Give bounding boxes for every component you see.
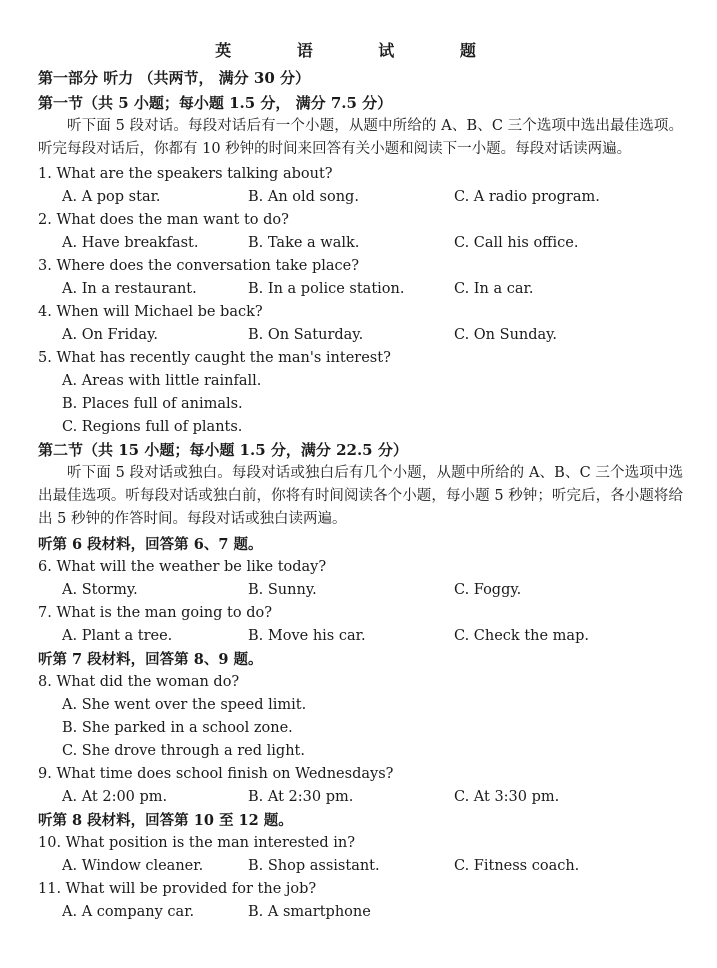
section2-instructions: 听下面 5 段对话或独白。每段对话或独白后有几个小题，从题中所给的 A、B、C 三个选项中选出最佳选项。听每段对话或独白前，你将有时间阅读各个小题，每小题 5 秒钟；听完后，各小题将给出 5 秒钟的作答时间。每段对话或独白读两遍。 [38, 465, 683, 527]
part1-heading: 第一部分 听力 （共两节， 满分 30 分） [38, 69, 310, 87]
option-a: A. In a restaurant. [62, 281, 197, 297]
question-options [38, 232, 683, 255]
question-options [38, 855, 683, 878]
option-b: B. In a police station. [248, 281, 405, 297]
question-options [38, 901, 683, 924]
question-stem: 8. What did the woman do? [38, 674, 240, 690]
question-stem: 3. Where does the conversation take place? [38, 258, 359, 274]
option-a: A. Plant a tree. [62, 628, 173, 644]
material-8-heading: 听第 8 段材料，回答第 10 至 12 题。 [38, 812, 293, 829]
option-a: A. Areas with little rainfall. [62, 373, 262, 389]
exam-title: 英 语 试 题 [215, 41, 506, 60]
option-c: C. Regions full of plants. [62, 419, 243, 435]
option-a: A. Window cleaner. [62, 858, 204, 874]
option-c: C. Check the map. [454, 628, 589, 644]
question-stem: 2. What does the man want to do? [38, 212, 289, 228]
question-options [38, 278, 683, 301]
option-c: C. Foggy. [454, 582, 522, 598]
option-b: B. At 2:30 pm. [248, 789, 354, 805]
option-a: A. Have breakfast. [62, 235, 199, 251]
option-b: B. A smartphone [248, 904, 371, 920]
question-stem: 7. What is the man going to do? [38, 605, 272, 621]
option-b: B. Move his car. [248, 628, 366, 644]
material-7-heading: 听第 7 段材料，回答第 8、9 题。 [38, 651, 263, 668]
question-stem: 4. When will Michael be back? [38, 304, 263, 320]
question-stem: 1. What are the speakers talking about? [38, 166, 333, 182]
question-options [38, 186, 683, 209]
option-c: C. On Sunday. [454, 327, 558, 343]
section1-heading: 第一节（共 5 小题；每小题 1.5 分， 满分 7.5 分） [38, 94, 393, 112]
option-c: C. Call his office. [454, 235, 579, 251]
option-c: C. In a car. [454, 281, 534, 297]
option-b: B. She parked in a school zone. [62, 720, 293, 736]
option-b: B. An old song. [248, 189, 359, 205]
question-stem: 9. What time does school finish on Wednesdays? [38, 766, 394, 782]
option-c: C. She drove through a red light. [62, 743, 305, 759]
question-stem: 5. What has recently caught the man's interest? [38, 350, 391, 366]
option-c: C. Fitness coach. [454, 858, 580, 874]
option-a: A. She went over the speed limit. [62, 697, 307, 713]
option-c: C. A radio program. [454, 189, 600, 205]
option-a: A. At 2:00 pm. [62, 789, 168, 805]
question-options [38, 579, 683, 602]
option-b: B. Places full of animals. [62, 396, 243, 412]
question-options [38, 324, 683, 347]
material-6-heading: 听第 6 段材料，回答第 6、7 题。 [38, 536, 263, 553]
question-stem: 6. What will the weather be like today? [38, 559, 327, 575]
section1-instructions: 听下面 5 段对话。每段对话后有一个小题，从题中所给的 A、B、C 三个选项中选出最佳选项。听完每段对话后，你都有 10 秒钟的时间来回答有关小题和阅读下一小题。每段对话读两遍。 [38, 118, 683, 157]
option-b: B. Shop assistant. [248, 858, 380, 874]
question-options [38, 786, 683, 809]
option-a: A. A pop star. [62, 189, 161, 205]
option-b: B. Sunny. [248, 582, 317, 598]
question-stem: 10. What position is the man interested in? [38, 835, 355, 851]
option-a: A. Stormy. [62, 582, 138, 598]
question-options [38, 625, 683, 648]
option-b: B. Take a walk. [248, 235, 360, 251]
option-a: A. On Friday. [62, 327, 158, 343]
option-b: B. On Saturday. [248, 327, 364, 343]
option-a: A. A company car. [62, 904, 195, 920]
question-stem: 11. What will be provided for the job? [38, 881, 317, 897]
option-c: C. At 3:30 pm. [454, 789, 560, 805]
section2-heading: 第二节（共 15 小题；每小题 1.5 分，满分 22.5 分） [38, 441, 408, 459]
